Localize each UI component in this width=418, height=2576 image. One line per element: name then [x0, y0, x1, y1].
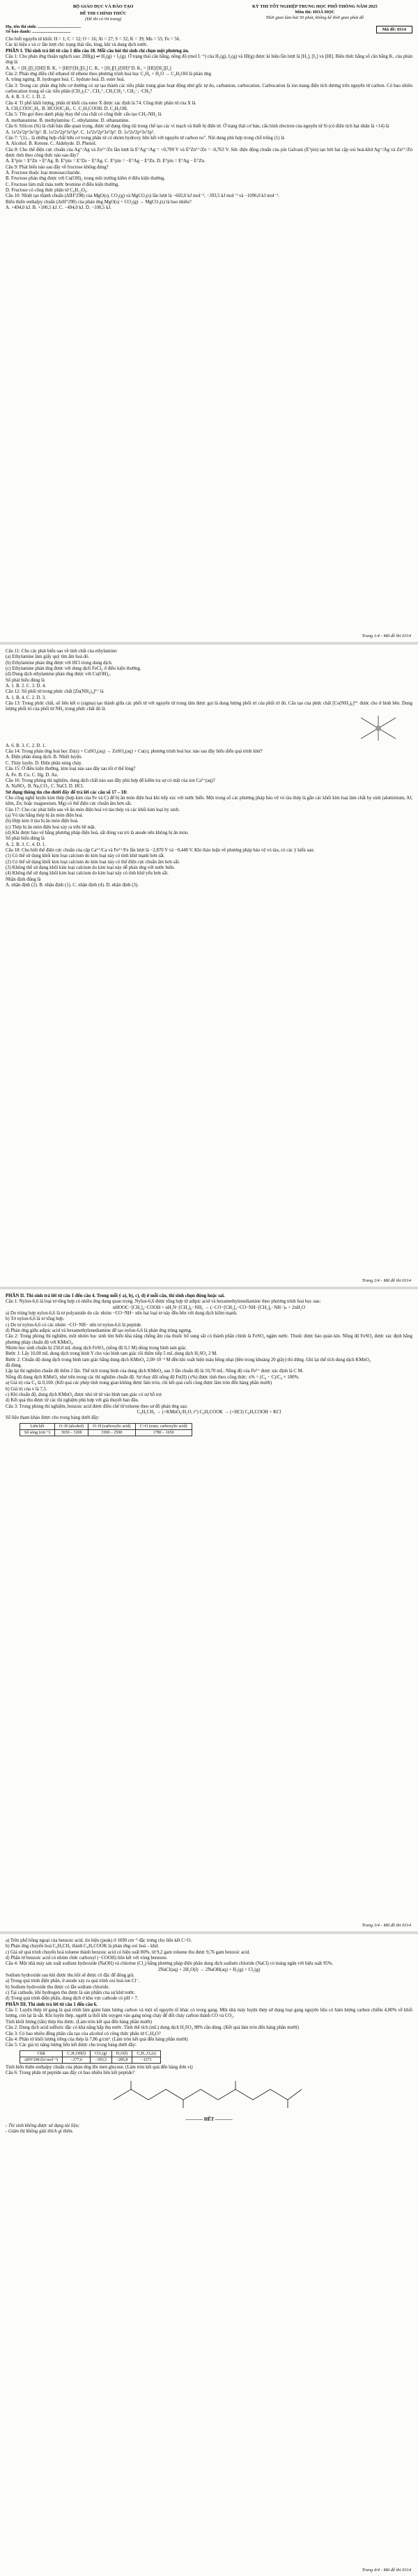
- enthalpy-table: [20, 2050, 161, 2064]
- paragraph: Bước 1: Lấy 10,00 mL dung dịch trong bình Y cho vào bình tam giác rồi thêm tiếp 5 mL dung dịch H₂SO₄ 2 M.: [6, 1351, 217, 1357]
- exam-status: ĐỀ THI CHÍNH THỨC: [79, 11, 127, 16]
- options: A. Fe. B. Cu. C. Hg. D. Au.: [6, 772, 59, 778]
- statement: a) Trong quá trình điện phân, ở anode xảy ra quá trình oxi hoá ion Cl⁻.: [6, 1979, 140, 1984]
- statement: b) Sodium hydroxide thu được có lẫn sodium chloride.: [6, 1984, 110, 1990]
- statement: d) Kết quả thu được từ các thí nghiệm phù hợp với giả thuyết ban đầu.: [6, 1398, 139, 1404]
- options: A. 6. B. 3. C. 2. D. 1.: [6, 743, 46, 748]
- shared-info: Cho công nghệ luyện kim thép (hợp kim của Fe và C) để bị ăn mòn điện hoá khi tiếp xúc với nước biển. Một trong số các phương pháp bảo vệ vỏ tàu thép là gắn các khối kim loại làm chất hy sinh (aluminium, Al; kẽm, Zn; hoặc magnesium, Mg) có thế điện cực chuẩn âm hơn sắt.: [6, 795, 412, 807]
- question: Câu 14: Trong phản ứng hoá học Zn(s) + CuSO₄(aq) → ZnSO₄(aq) + Cu(s), phương trình hoá học nào sau đây biểu diễn quá trình khử?: [6, 749, 263, 755]
- statement: (c) Thép bị ăn mòn điện hoá xảy ra trên bề mặt.: [6, 824, 96, 830]
- statement: (b) Ethylamine phản ứng được với HCl trong dung dịch.: [6, 660, 113, 666]
- paragraph: Số liệu tham khảo được cho trong bảng dưới đây:: [6, 1415, 100, 1421]
- question: Câu 6: Trong phân tử peptide sau đây có bao nhiêu liên kết peptide?: [6, 2070, 135, 2075]
- cobalt-complex-diagram: [354, 714, 403, 742]
- options: A. 2. B. 3. C. 4. D. 1.: [6, 842, 46, 847]
- complex-structure-figure: [354, 714, 403, 742]
- paragraph: Tính khối lượng (tấn) thép thu được. (Làm tròn kết quả đến hàng phần mười): [6, 2019, 153, 2025]
- exam-title: KỲ THI TỐT NGHIỆP TRUNG HỌC PHỔ THÔNG NĂM 2025: [251, 4, 378, 9]
- candidate-id: Số báo danh: ..................................: [6, 29, 71, 34]
- statement: (1) Có thể sử dụng khối kim loại calcium do kim loại này có tính khử mạnh hơn sắt.: [6, 854, 165, 859]
- statement: c) Khi chuẩn độ, dung dịch KMnO₄ được nhỏ từ từ vào bình tam giác có sự hỗ trợ.: [6, 1392, 163, 1397]
- statement: a) Trên phổ hồng ngoại của benzoic acid, tín hiệu (peak) ở 1690 cm⁻¹ đặc trưng cho liên kết C=O.: [6, 1938, 192, 1943]
- equation: 2NaCl(aq) + 2H₂O(l) → 2NaOH(aq) + H₂(g) + Cl₂(g): [157, 1967, 261, 1972]
- exam-page-2: [0, 645, 418, 1287]
- question: Câu 2: Trong phòng thí nghiệm, một nhóm học sinh tìm hiểu khả năng chống ẩm của thuốc bổ sung sắt có thành phần chính là FeSO₄ ngậm nước. Thuốc được bảo quản kín. Nồng độ FeSO₄ được xác định bằng phương pháp chuẩn độ với KMnO₄.: [6, 1334, 412, 1345]
- question: Câu 4: Phân tử khối lượng riêng của thép là 7,86 g/cm³. (Làm tròn kết quả đến hàng phần mười): [6, 2036, 188, 2042]
- table-cell: 3300 – 2500: [88, 1429, 135, 1436]
- question: Biến thiên enthalpy chuẩn (ΔrH°298) của phản ứng MgO(s) + CO₂(g) → MgCO₃(s) là bao nhiêu?: [6, 199, 192, 205]
- question: Câu 11: Cho các phát biểu sau về tính chất của ethylamine:: [6, 649, 118, 654]
- question: Câu 4: Một nhà máy sản xuất sodium hydroxide (NaOH) và chlorine (Cl₂) bằng phương pháp điện phân dung dịch sodium chloride (NaCl) có màng ngăn với hiệu suất 95%.: [6, 1961, 334, 1967]
- page4-body: [6, 1938, 412, 2135]
- options: A. Điện phân dung dịch. B. Nhiệt luyện.: [6, 755, 83, 760]
- table-cell: ΔfH°298 (kJ mol⁻¹): [20, 2057, 63, 2063]
- exam-subject: Môn thi: HOÁ HỌC: [295, 10, 335, 15]
- ministry-name: BỘ GIÁO DỤC VÀ ĐÀO TẠO: [72, 4, 134, 9]
- question: Câu 1: Luyện thép từ gang là quá trình làm giảm hàm lượng carbon và một số nguyên tố khác có trong gang. Một nhà máy luyện thép sử dụng loại gang nguyên liệu có hàm lượng carbon chiếm 4,00% về khối lượng, còn lại là sắt. Khi luyện thép, người ta thổi khí oxygen vào gang nóng chảy để đốt cháy carbon thành CO và CO₂.: [6, 2008, 412, 2019]
- statement: (d) Dung dịch ethylamine phản ứng được với Cu(OH)₂.: [6, 672, 111, 677]
- question: Câu 3: Có bao nhiêu đồng phân cấu tạo của alcohol có công thức phân tử C₃H₈O?: [6, 2031, 161, 2036]
- statement: (2) Có thể sử dụng khối kim loại calcium do kim loại này có thế điện cực chuẩn âm hơn sắt.: [6, 859, 180, 865]
- candidate-name: Họ, tên thí sinh: ......................................: [6, 24, 82, 29]
- options: A. methanamine. B. methylamine. C. ethylamine. D. ethanamine.: [6, 118, 130, 123]
- page-footer: Trang 2/4 - Mã đề thi 0314: [362, 1278, 411, 1283]
- peptide-diagram: [110, 2079, 305, 2110]
- end-marker: ----------- HẾT -----------: [185, 2117, 233, 2123]
- time-note: Thời gian làm bài 50 phút, không kể thời gian phát đề: [265, 15, 364, 20]
- table-cell: 1780 – 1650: [135, 1429, 192, 1436]
- option: A. Fructose thuộc loại monosaccharide.: [6, 170, 81, 175]
- question: Câu 16: Trong phòng thí nghiệm, dung dịch chất nào sau đây phù hợp để kiểm tra sự có mặt của ion Ca²⁺(aq)?: [6, 778, 215, 783]
- ir-table: [20, 1423, 192, 1436]
- question: Câu 3: Trong các phản ứng hữu cơ thường có sự tạo thành các tiểu phân trung gian hoạt động như gốc tự do, carbanion, carbocation. Carbocation là ion mang điện tích dương trên nguyên tử carbon. Có bao nhiêu carbocation trong số các tiểu phân (CH₃)₃C⁺, CH₃⁺, CH₃CH₂⁺, CH₃⁻, ·CH₃?: [6, 83, 412, 95]
- statement: a) Giá trị của C₀ là 0,100. (Kết quả các phép tính trung gian không được làm tròn, chỉ kết quả cuối cùng được làm tròn đến hàng phần mười): [6, 1381, 272, 1386]
- exam-header: [6, 4, 412, 22]
- line: Cho biết nguyên tử khối: H = 1; C = 12; O = 16; Al = 27; S = 32; K = 39; Mn = 55; Fe = 56.: [6, 37, 180, 42]
- prompt: Số phát biểu đúng là: [6, 677, 45, 683]
- paragraph: Nhóm học sinh chuẩn bị 250,0 mL dung dịch FeSO₄ (nồng độ 0,1 M) dùng trong bình tam giác.: [6, 1346, 187, 1351]
- question: Câu 3: Trong phòng thí nghiệm, benzoic acid được điều chế từ toluene theo sơ đồ phản ứng sau:: [6, 1404, 188, 1409]
- statement: (3) Không thể sử dụng khối kim loại calcium do kim loại này dễ phản ứng với nước biển.: [6, 865, 176, 870]
- options: A. NaNO₃. B. Na₂CO₃. C. NaCl. D. HCl.: [6, 784, 84, 790]
- page-footer: Trang 3/4 - Mã đề thi 0314: [362, 1923, 411, 1928]
- table-header: C₂H₅OH(l): [63, 2050, 91, 2057]
- paragraph: Sodium hydroxide sau khi được thu hồi sẽ được cô đặc để đóng gói.: [6, 1973, 135, 1979]
- question: Câu 15: Ở điều kiện thường, kim loại nào sau đây tan tốt ở thể lỏng?: [6, 767, 136, 772]
- table-cell: 3650 – 3200: [54, 1429, 88, 1436]
- statement: b) Tơ nylon-6,6 là tơ tổng hợp.: [6, 1317, 65, 1322]
- statement: a) Do trùng hợp nylon-6,6 là tơ polyamide do các nhóm −CO−NH− nên hai loại tơ này đều bền với dung dịch kiềm mạnh.: [6, 1311, 238, 1317]
- statement: b) Phản ứng chuyển hoá C₆H₅CH₃ thành C₆H₅COOK là phản ứng oxi hoá – khử.: [6, 1944, 160, 1949]
- options: A. 4. B. 3. C. 1. D. 2.: [6, 95, 46, 100]
- section-heading: PHẦN III. Thí sinh trả lời từ câu 1 đến câu 6.: [6, 2002, 98, 2007]
- page3-body: [6, 1294, 412, 1436]
- statement: d) Trong quá trình điện phân, dung dịch ở khu vực cathode có pH > 7.: [6, 1996, 139, 2002]
- statement: (c) Ethylamine phản ứng được với dung dịch FeCl₃ ở điều kiện thường.: [6, 666, 141, 672]
- prompt: Số phát biểu đúng là: [6, 836, 45, 842]
- page-footer: Trang 1/4 - Mã đề thi 0314: [362, 634, 411, 638]
- question: Câu 18: Cho biết thế điện cực chuẩn của cặp Ca²⁺/Ca và Fe²⁺/Fe lần lượt là −2,870 V và −0,440 V. Khi thảo luận về phương pháp bảo vệ vỏ tàu, có các ý kiến sau:: [6, 847, 315, 853]
- table-cell: −285,8: [111, 2057, 132, 2063]
- options: A. trùng ngưng. B. hydrogen hoá. C. hydrate hoá. D. ester hoá.: [6, 77, 125, 83]
- page1-body: [6, 37, 412, 211]
- statement: c) Tại cathode, khí hydrogen thu được là sản phẩm của sự khử nước.: [6, 1990, 136, 1996]
- statement: b) Giá trị của x là 7,5.: [6, 1386, 47, 1392]
- question: Câu 13: Trong phức chất, số liên kết σ (sigma) tạo thành giữa các phối tử với nguyên tử trung tâm được gọi là dung lượng phối trí của phối tử đó. Cấu tạo của phức chất [Co(NH₃)₆]³⁺ được cho ở hình bên. Dung lượng phối trí của phối tử NH₃ trong phức chất đó là: [6, 701, 412, 712]
- options: A. K꜀ = [H₂][I₂]/[HI] B. K꜀ = [HI]²/[H₂][I₂] C. K꜀ = [H₂][I₂]/[HI]² D. K꜀ = [HI]/[H₂][I₂]: [6, 65, 171, 71]
- question: Câu 17: Cho các phát biểu sau về ăn mòn điện hoá vỏ tàu thép và các khối kim loại hy sinh:: [6, 807, 180, 812]
- question: Câu 5: Các giá trị năng lượng liên kết được cho trong bảng dưới đây:: [6, 2043, 137, 2048]
- line: Các kí hiệu s và cr lần lượt chỉ: trạng thái rắn, lỏng, khí và dung dịch nước.: [6, 42, 148, 48]
- table-cell: −1271: [132, 2057, 160, 2063]
- statement: d) Phân tử benzoic acid có nhóm chức carboxyl (−COOH) liên kết với vòng benzene.: [6, 1956, 168, 1961]
- question: Câu 1: Nylon-6,6 là loại tơ tổng hợp có nhiều ứng dụng quan trọng. Nylon-6,6 được tổng hợp từ adipic acid và hexamethylenediamine theo phương trình hoá học sau:: [6, 1299, 321, 1305]
- statement: c) Giả sử quá trình chuyển hoá toluene thành benzoic acid có hiệu suất 80%, từ 9,2 gam toluene thu được 9,76 gam benzoic acid.: [6, 1949, 250, 1955]
- section-heading: PHẦN II. Thí sinh trả lời từ câu 1 đến câu 4. Trong mỗi ý a), b), c), d) ở mỗi câu, thí sinh chọn đúng hoặc sai.: [6, 1294, 225, 1298]
- question: Câu 5: Tên gọi theo danh pháp thay thế của chất có công thức cấu tạo CH₃-NH₂ là: [6, 112, 162, 118]
- table-cell: −277,6: [63, 2057, 91, 2063]
- statement: c) Do tơ nylon-6,6 có các nhóm −CO−NH− nên tơ nylon-6,6 là peptide.: [6, 1322, 142, 1328]
- question: Câu 10: Nhiệt tạo thành chuẩn (ΔfH°298) của MgO(s), CO₂(g) và MgCO₃(s) lần lượt là −602,0 kJ mol⁻¹, −393,5 kJ mol⁻¹ và −1096,0 kJ mol⁻¹.: [6, 194, 279, 199]
- question: Câu 7: "(1)... là những hợp chất hữu cơ trong phân tử có nhóm hydroxy liên kết với nguyên tử carbon no". Nội dung phù hợp trong chỗ trống (1) là: [6, 135, 285, 141]
- note: - Giám thị không giải thích gì thêm.: [6, 2128, 74, 2134]
- table-header: C₆H₁₂O₆(s): [132, 2050, 160, 2057]
- statement: (a) Ethylamine làm giấy quỳ tím ẩm hoá đỏ.: [6, 654, 90, 660]
- paragraph: Nồng độ dung dịch KMnO₄ như trên trong các thí nghiệm chuẩn độ. Sự thay đổi nồng độ Fe(II) (x%) được tính theo công thức: x% = (C₀ − C)/C₀ × 100%.: [6, 1374, 300, 1380]
- options: A. 1. B. 2. C. 3. D. 4.: [6, 684, 46, 689]
- note: - Thí sinh không được sử dụng tài liệu;: [6, 2123, 80, 2128]
- options: A. +494,0 kJ. B. +100,5 kJ. C. −494,0 kJ. D. −100,5 kJ.: [6, 205, 111, 210]
- options: A. CH₃COOC₂H₅. B. HCOOC₂H₅. C. C₂H₅COOH. D. C₂H₅OH.: [6, 107, 128, 112]
- table-cell: Số sóng (cm⁻¹): [20, 1429, 55, 1436]
- options: A. Alcohol. B. Ketone. C. Aldehyde. D. Phenol.: [6, 141, 97, 147]
- table-header: H₂O(l): [111, 2050, 132, 2057]
- shared-info-heading: Sử dụng thông tin cho dưới đây để trả lời các câu số 17 – 18:: [6, 790, 127, 795]
- exam-page-1: [0, 0, 418, 642]
- question: Câu 1: Cho phản ứng thuận nghịch sau: 2HI(g) ⇌ H₂(g) + I₂(g). Ở trạng thái cân bằng, nồng độ (mol L⁻¹) của H₂(g), I₂(g) và HI(g) được kí hiệu lần lượt là [H₂], [I₂] và [HI]. Biểu thức hằng số cân bằng K꜀ của phản ứng là: [6, 54, 412, 65]
- equation: nHOOC−[CH₂]₄−COOH + nH₂N−[CH₂]₆−NH₂ → (−CO−[CH₂]₄−CO−NH−[CH₂]₆−NH−)ₙ + 2nH₂O: [112, 1305, 306, 1310]
- question: Câu 4: Tỉ phổ khối lượng, phân tử khối của ester X được xác định là 74. Công thức phân tử của X là: [6, 100, 196, 106]
- options: A. E°pin = E°Zn + E°Ag. B. E°pin = E°Zn − E°Ag. C. E°pin = −E°Ag − E°Zn. D. E°pin = E°Ag − E°Zn.: [6, 159, 206, 164]
- page-footer: Trang 4/4 - Mã đề thi 0314: [362, 2568, 411, 2573]
- question: Câu 8: Cho thế điện cực chuẩn của Ag⁺/Ag và Zn²⁺/Zn lần lượt là E°Ag⁺/Ag = +0,799 V và E°Zn²⁺/Zn = -0,763 V. Sức điện động chuẩn của pin Galvani (E°pin) tạo bởi hai cặp oxi hoá-khử Ag⁺/Ag và Zn²⁺/Zn được tính theo công thức nào sau đây?: [6, 147, 412, 158]
- prompt: Tính biến thiên enthalpy chuẩn của phản ứng lên men glucose. (Làm tròn kết quả đến hàng đơn vị): [6, 2064, 193, 2070]
- peptide-structure: [110, 2079, 412, 2113]
- exam-code-box: Mã đề: 0314: [376, 26, 412, 33]
- options: C. Thủy luyện. D. Điện phân nóng chảy.: [6, 760, 82, 766]
- statement: (a) Vỏ tàu bằng thép bị ăn mòn điện hoá.: [6, 812, 84, 818]
- option: B. Fructose phản ứng được với Cu(OH)₂ trong môi trường kiềm ở điều kiện thường.: [6, 176, 166, 182]
- table-header: Liên kết: [20, 1423, 55, 1429]
- question: Câu 12: Số phối tử trong phức chất [Zn(NH₃)₄]²⁺ là: [6, 689, 104, 695]
- option: C. Fructose làm mất màu nước bromine ở điều kiện thường.: [6, 182, 120, 187]
- question: Câu 6: Silicon (Si) là chất bán dẫn quan trọng, được sử dụng rộng rãi trong chế tạo các vi mạch và thiết bị điện tử. Ở trạng thái cơ bản, cấu hình electron của nguyên tử Si (có điện tích hạt nhân là +14) là: [6, 124, 389, 129]
- page2-body: [6, 649, 412, 888]
- paragraph: Lặp lại thí nghiệm chuẩn độ thêm 2 lần. Thể tích trung bình của dung dịch KMnO₄ sau 3 lần chuẩn độ là 10,70 mL. Nồng độ của Fe²⁺ được xác định là C M.: [6, 1369, 304, 1374]
- exam-page-4: [0, 1934, 418, 2576]
- question: Câu 9: Phát biểu nào sau đây về fructose không đúng?: [6, 164, 109, 170]
- section-heading: PHẦN I. Thí sinh trả lời từ câu 1 đến câu 18. Mỗi câu hỏi thí sinh chỉ chọn một phương án.: [6, 48, 189, 54]
- table-header: C=O (ester, carboxylic acid): [135, 1423, 192, 1429]
- table-header: O−H (alcohol): [54, 1423, 88, 1429]
- options: A. nhận định (2). B. nhận định (1). C. nhận định (4). D. nhận định (3).: [6, 883, 139, 888]
- table-cell: −393,5: [91, 2057, 111, 2063]
- statement: (b) Hợp kim ở tàu bị ăn mòn điện hoá.: [6, 819, 79, 824]
- exam-page-3: [0, 1289, 418, 1931]
- statement: (4) Không thể sử dụng khối kim loại calcium do kim loại này có tính khử yếu hơn sắt.: [6, 871, 169, 877]
- paragraph: Bước 2: Chuẩn độ dung dịch trong bình tam giác bằng dung dịch KMnO₄ 2,00·10⁻² M đến khi xuất hiện màu hồng nhạt (bền trong khoảng 20 giây) thì dừng. Ghi lại thể tích dung dịch KMnO₄ đã dùng.: [6, 1357, 371, 1369]
- question: Câu 2: Dung dịch acid sulfuric đặc có khả năng hấp thụ nước. Tính thể tích (mL) dung dịch H₂SO₄ 98% cần dùng. (Kết quả làm tròn đến hàng phần mười): [6, 2025, 299, 2031]
- table-header: Chất: [20, 2050, 63, 2057]
- options: A. 1. B. 4. C. 2. D. 3.: [6, 695, 46, 700]
- pages-note: (Đề thi có 04 trang): [85, 17, 122, 22]
- prompt: Nhận định đúng là: [6, 877, 41, 882]
- options: A. 1s²2s²2p⁶3s²3p². B. 1s²2s²2p⁶3s²3p⁴. C. 1s²2s²2p⁶3s²3p³. D. 1s²2s²2p⁶3s¹3p³.: [6, 129, 155, 135]
- equation: C₆H₅CH₃ → (+KMnO₄/H₂O, t°) C₆H₅COOK → (+HCl) C₆H₅COOH + KCl: [137, 1409, 281, 1415]
- table-header: O−H (carboxylic acid): [88, 1423, 135, 1429]
- question: Câu 2: Phản ứng điều chế ethanol từ ethene theo phương trình hoá học C₂H₄ + H₂O → C₂H₅OH là phản ứng: [6, 72, 212, 77]
- statement: (d) Khi được bảo vệ bằng phương pháp điện hoá, sắt đóng vai trò là anode nên không bị ăn mòn.: [6, 830, 189, 835]
- table-header: CO₂(g): [91, 2050, 111, 2057]
- option: D. Fructose có công thức phân tử C₆H₁₂O₆.: [6, 187, 88, 193]
- statement: d) Phản ứng giữa adipic acid và hexamethylenediamine để tạo nylon-6,6 là phản ứng trùng ngưng.: [6, 1328, 192, 1334]
